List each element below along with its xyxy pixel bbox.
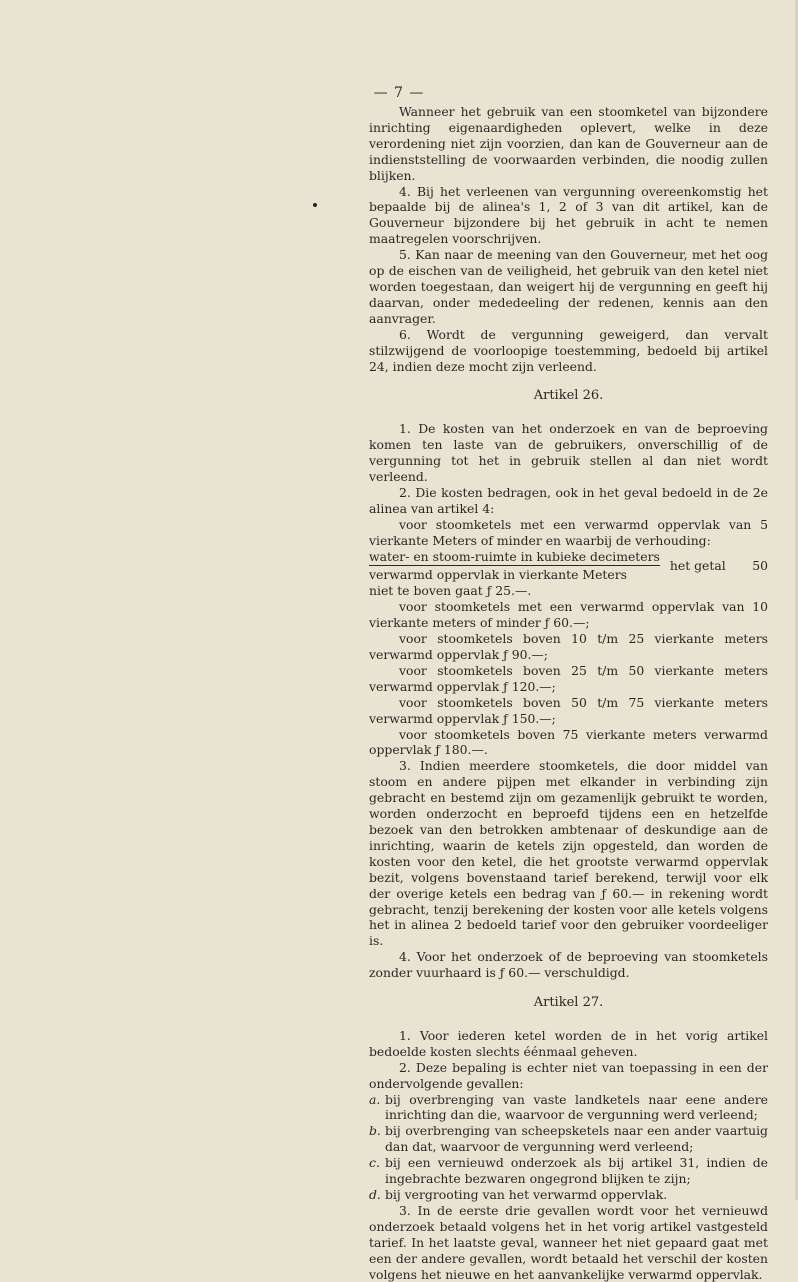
paragraph: 2. Die kosten bedragen, ook in het geval bedoeld in de 2e alinea van artikel 4: [369,484,768,516]
list-item [369,1187,768,1203]
paragraph: 1. De kosten van het onderzoek en van de beproeving komen ten laste van de gebruikers, onverschillig of de vergunning tot het in gebruik stellen al dan niet wordt verleend. [369,421,768,485]
fraction-numerator: water- en stoom-ruimte in kubieke decimeters [369,549,660,567]
paragraph: 3. In de eerste drie gevallen wordt voor het vernieuwd onderzoek betaald volgens het in het vorig artikel vastgesteld tarief. In het laatste geval, wanneer het niet gepaard gaat met een der andere gevallen, wordt betaald het verschil der kosten volgens het nieuwe en het aanvankelijke verwarmd oppervlak. [369,1202,768,1282]
paragraph: 6. Wordt de vergunning geweigerd, dan vervalt stilzwijgend de voorloopige toestemming, bedoeld bij artikel 24, indien deze mocht zijn verleend. [369,326,768,374]
fraction-limit: 50 [752,558,768,574]
tariff-line: voor stoomketels boven 25 t/m 50 vierkante meters verwarmd oppervlak ƒ 120.—; [369,662,768,694]
list-marker: c. [369,1155,380,1171]
tariff-line: voor stoomketels met een verwarmd oppervlak van 5 vierkante Meters of minder en waarbij de verhouding: [369,516,768,548]
paragraph: 5. Kan naar de meening van den Gouverneur, met het oog op de eischen van de veiligheid, het gebruik van den ketel niet worden toegestaan, dan weigert hij de vergunning en geeft hij daarvan, onder mededeeling der redenen, kennis aan den aanvrager. [369,247,768,326]
tariff-line: voor stoomketels boven 10 t/m 25 vierkante meters verwarmd oppervlak ƒ 90.—; [369,631,768,662]
article-heading: Artikel 26. [533,388,604,404]
article-heading: Artikel 27. [533,995,604,1011]
list-item-text: bij een vernieuwd onderzoek als bij artikel 31, indien de ingebrachte bezwaren ongegrond blijken te zijn; [385,1155,768,1187]
ratio-formula [369,549,768,584]
list-item [369,1092,768,1124]
list-item-text: bij overbrenging van scheepsketels naar een ander vaartuig dan dat, waarvoor de vergunning werd verleend; [385,1123,768,1155]
paragraph: 4. Voor het onderzoek of de beproeving van stoomketels zonder vuurhaard is ƒ 60.— verschuldigd. [369,949,768,981]
paragraph: Wanneer het gebruik van een stoomketel van bijzondere inrichting eigenaardigheden oplevert, welke in deze verordening niet zijn voorzien, dan kan de Gouverneur aan de indienststelling de voorwaarden verbinden, die noodig zullen blijken. [369,104,768,183]
fraction-comparison: het getal [669,558,726,574]
list-item-text: bij vergrooting van het verwarmd oppervlak. [385,1187,668,1202]
tariff-line: niet te boven gaat ƒ 25.—. [369,583,532,599]
paragraph: 3. Indien meerdere stoomketels, die door middel van stoom en andere pijpen met elkander in verbinding zijn gebracht en bestemd zijn om gezamenlijk gebruikt te worden, worden onderzocht en beproefd tijdens een en hetzelfde bezoek van den betrokken ambtenaar of deskundige aan de inrichting, waarin de ketels zijn opgesteld, dan worden de kosten voor den ketel, die het grootste verwarmd oppervlak bezit, volgens bovenstaand tarief berekend, terwijl voor elk der overige ketels een bedrag van ƒ 60.— in rekening wordt gebracht, tenzij berekening der kosten voor alle ketels volgens het in alinea 2 bedoeld tarief voor den gebruiker voordeeliger is. [369,758,768,949]
fraction-denominator: verwarmd oppervlak in vierkante Meters [369,567,628,583]
list-marker: b. [369,1123,381,1139]
ink-spot [313,203,317,207]
paragraph: 2. Deze bepaling is echter niet van toepassing in een der ondervolgende gevallen: [369,1059,768,1091]
paragraph: 4. Bij het verleenen van vergunning overeenkomstig het bepaalde bij de alinea's 1, 2 of 3 van dit artikel, kan de Gouverneur bijzondere bij het gebruik in acht te nemen maatregelen voorschrijven. [369,183,768,247]
page-number: — 7 — [373,85,425,101]
tariff-line: voor stoomketels boven 75 vierkante meters verwarmd oppervlak ƒ 180.—. [369,726,768,758]
paragraph: 1. Voor iederen ketel worden de in het vorig artikel bedoelde kosten slechts éénmaal geheven. [369,1027,768,1059]
list-marker: a. [369,1091,381,1107]
list-item [369,1155,768,1187]
list-marker: d. [369,1187,381,1202]
text-column [369,104,768,1282]
list-item-text: bij overbrenging van vaste landketels naar eene andere inrichting dan die, waarvoor de vergunning werd verleend; [385,1091,768,1123]
list-item [369,1123,768,1155]
tariff-line: voor stoomketels met een verwarmd oppervlak van 10 vierkante meters of minder ƒ 60.—; [369,599,768,631]
tariff-line: voor stoomketels boven 50 t/m 75 vierkante meters verwarmd oppervlak ƒ 150.—; [369,694,768,726]
